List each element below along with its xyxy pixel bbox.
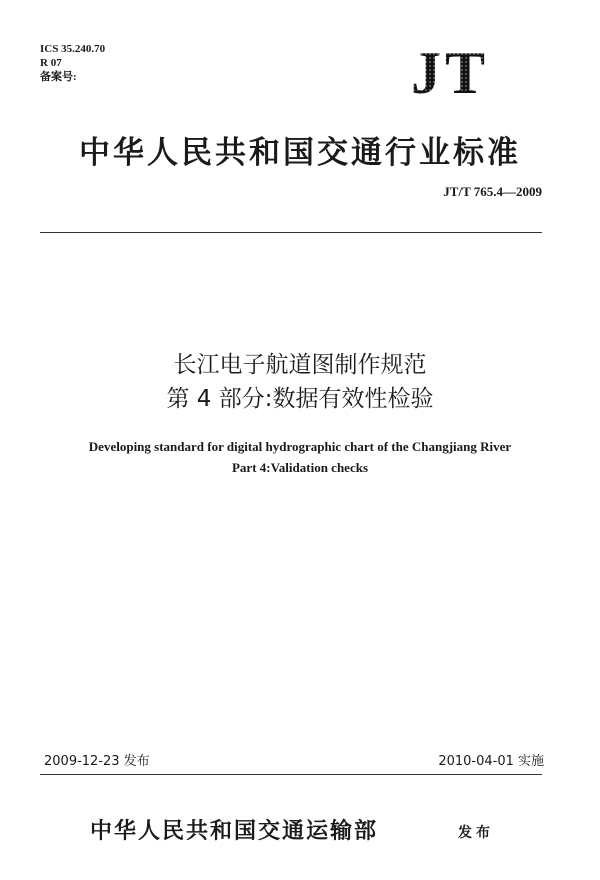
jt-logo: JT [392,40,508,106]
standard-number: JT/T 765.4—2009 [443,184,542,199]
title-en-line1: Developing standard for digital hydrographic chart of the Changjiang River [88,439,512,454]
issue-date: 2009-12-23 发布 [44,754,150,769]
title-en-line2: Part 4:Validation checks [231,460,369,475]
issuing-authority: 中华人民共和国交通运输部 [90,819,379,844]
effective-date: 2010-04-01 实施 [438,754,544,769]
ics-code: ICS 35.240.70 [40,43,106,55]
classification-block [40,42,105,84]
title-cn-line2: 第 4 部分:数据有效性检验 [166,386,434,412]
class-code: R 07 [40,57,62,69]
top-divider [40,232,542,233]
bottom-divider [40,774,542,775]
title-cn-line1: 长江电子航道图制作规范 [173,352,427,378]
industry-standard-title: 中华人民共和国交通行业标准 [79,135,521,171]
filing-number-label: 备案号: [40,71,77,83]
issue-action: 发布 [458,825,494,841]
